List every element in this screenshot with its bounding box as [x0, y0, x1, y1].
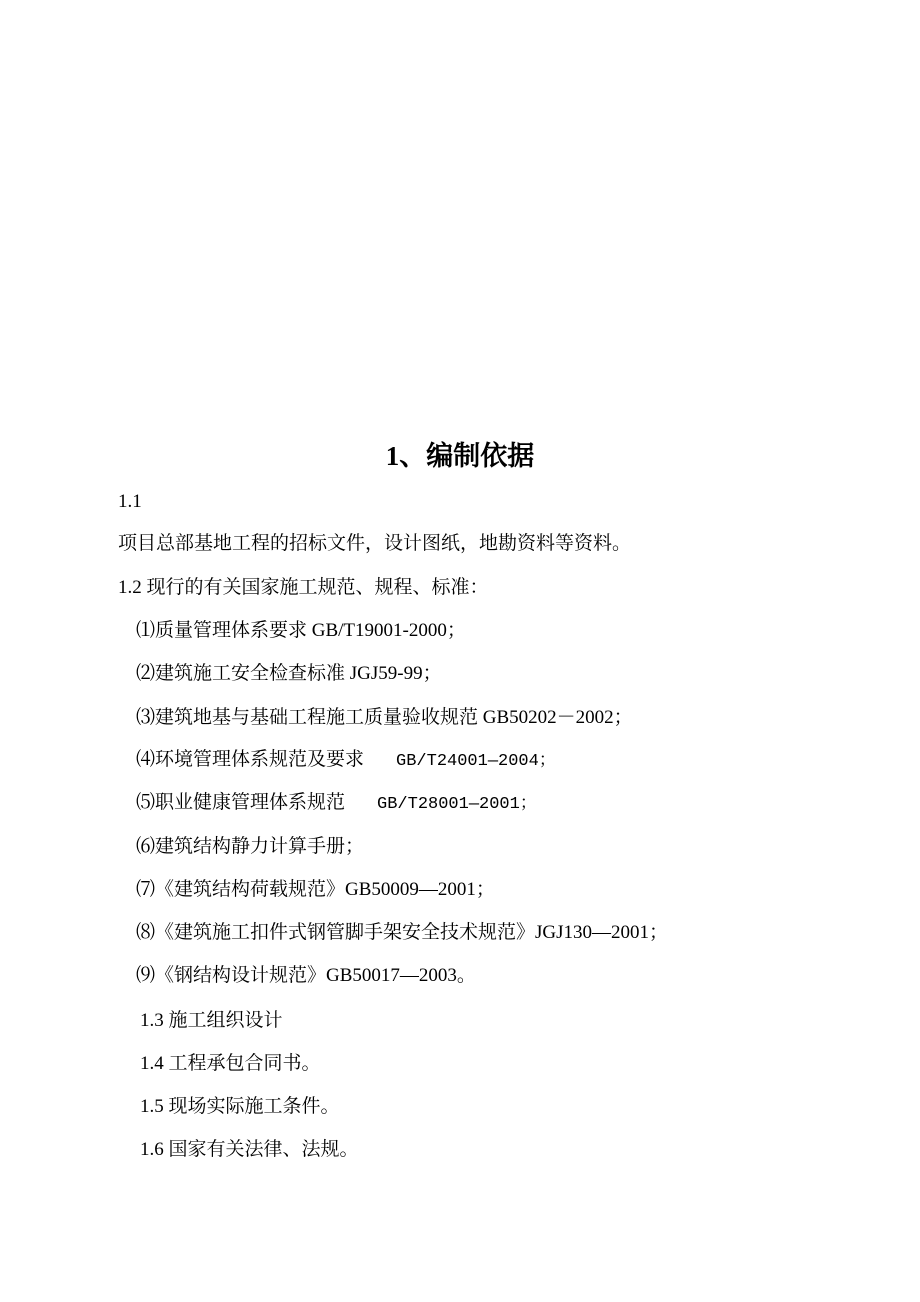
standard-item-5-code: GB/T28001—2001； — [377, 795, 537, 814]
standard-item-5-text: ⑸职业健康管理体系规范 — [136, 792, 346, 813]
section-heading: 1、编制依据 — [385, 441, 535, 471]
standard-item-9: ⑼《钢结构设计规范》GB50017—2003。 — [136, 965, 476, 986]
section-1-6: 1.6 国家有关法律、法规。 — [140, 1139, 359, 1160]
section-1-5: 1.5 现场实际施工条件。 — [140, 1096, 340, 1117]
standard-item-2: ⑵建筑施工安全检查标准 JGJ59-99； — [136, 663, 442, 684]
standard-item-5 — [136, 790, 537, 818]
standard-item-4 — [136, 747, 556, 775]
standard-item-4-code: GB/T24001—2004； — [396, 752, 556, 771]
standard-item-8: ⑻《建筑施工扣件式钢管脚手架安全技术规范》JGJ130—2001； — [136, 922, 669, 943]
section-1-1-text: 项目总部基地工程的招标文件，设计图纸，地勘资料等资料。 — [118, 533, 632, 554]
section-1-3: 1.3 施工组织设计 — [140, 1010, 283, 1031]
section-1-2-title: 1.2 现行的有关国家施工规范、规程、标准： — [118, 577, 489, 598]
section-1-1-number: 1.1 — [118, 491, 142, 512]
standard-item-7: ⑺《建筑结构荷载规范》GB50009—2001； — [136, 879, 495, 900]
standard-item-6: ⑹建筑结构静力计算手册； — [136, 836, 365, 857]
standard-item-3: ⑶建筑地基与基础工程施工质量验收规范 GB50202－2002； — [136, 707, 633, 728]
standard-item-4-text: ⑷环境管理体系规范及要求 — [136, 749, 365, 770]
section-1-4: 1.4 工程承包合同书。 — [140, 1053, 321, 1074]
standard-item-1: ⑴质量管理体系要求 GB/T19001-2000； — [136, 620, 466, 641]
